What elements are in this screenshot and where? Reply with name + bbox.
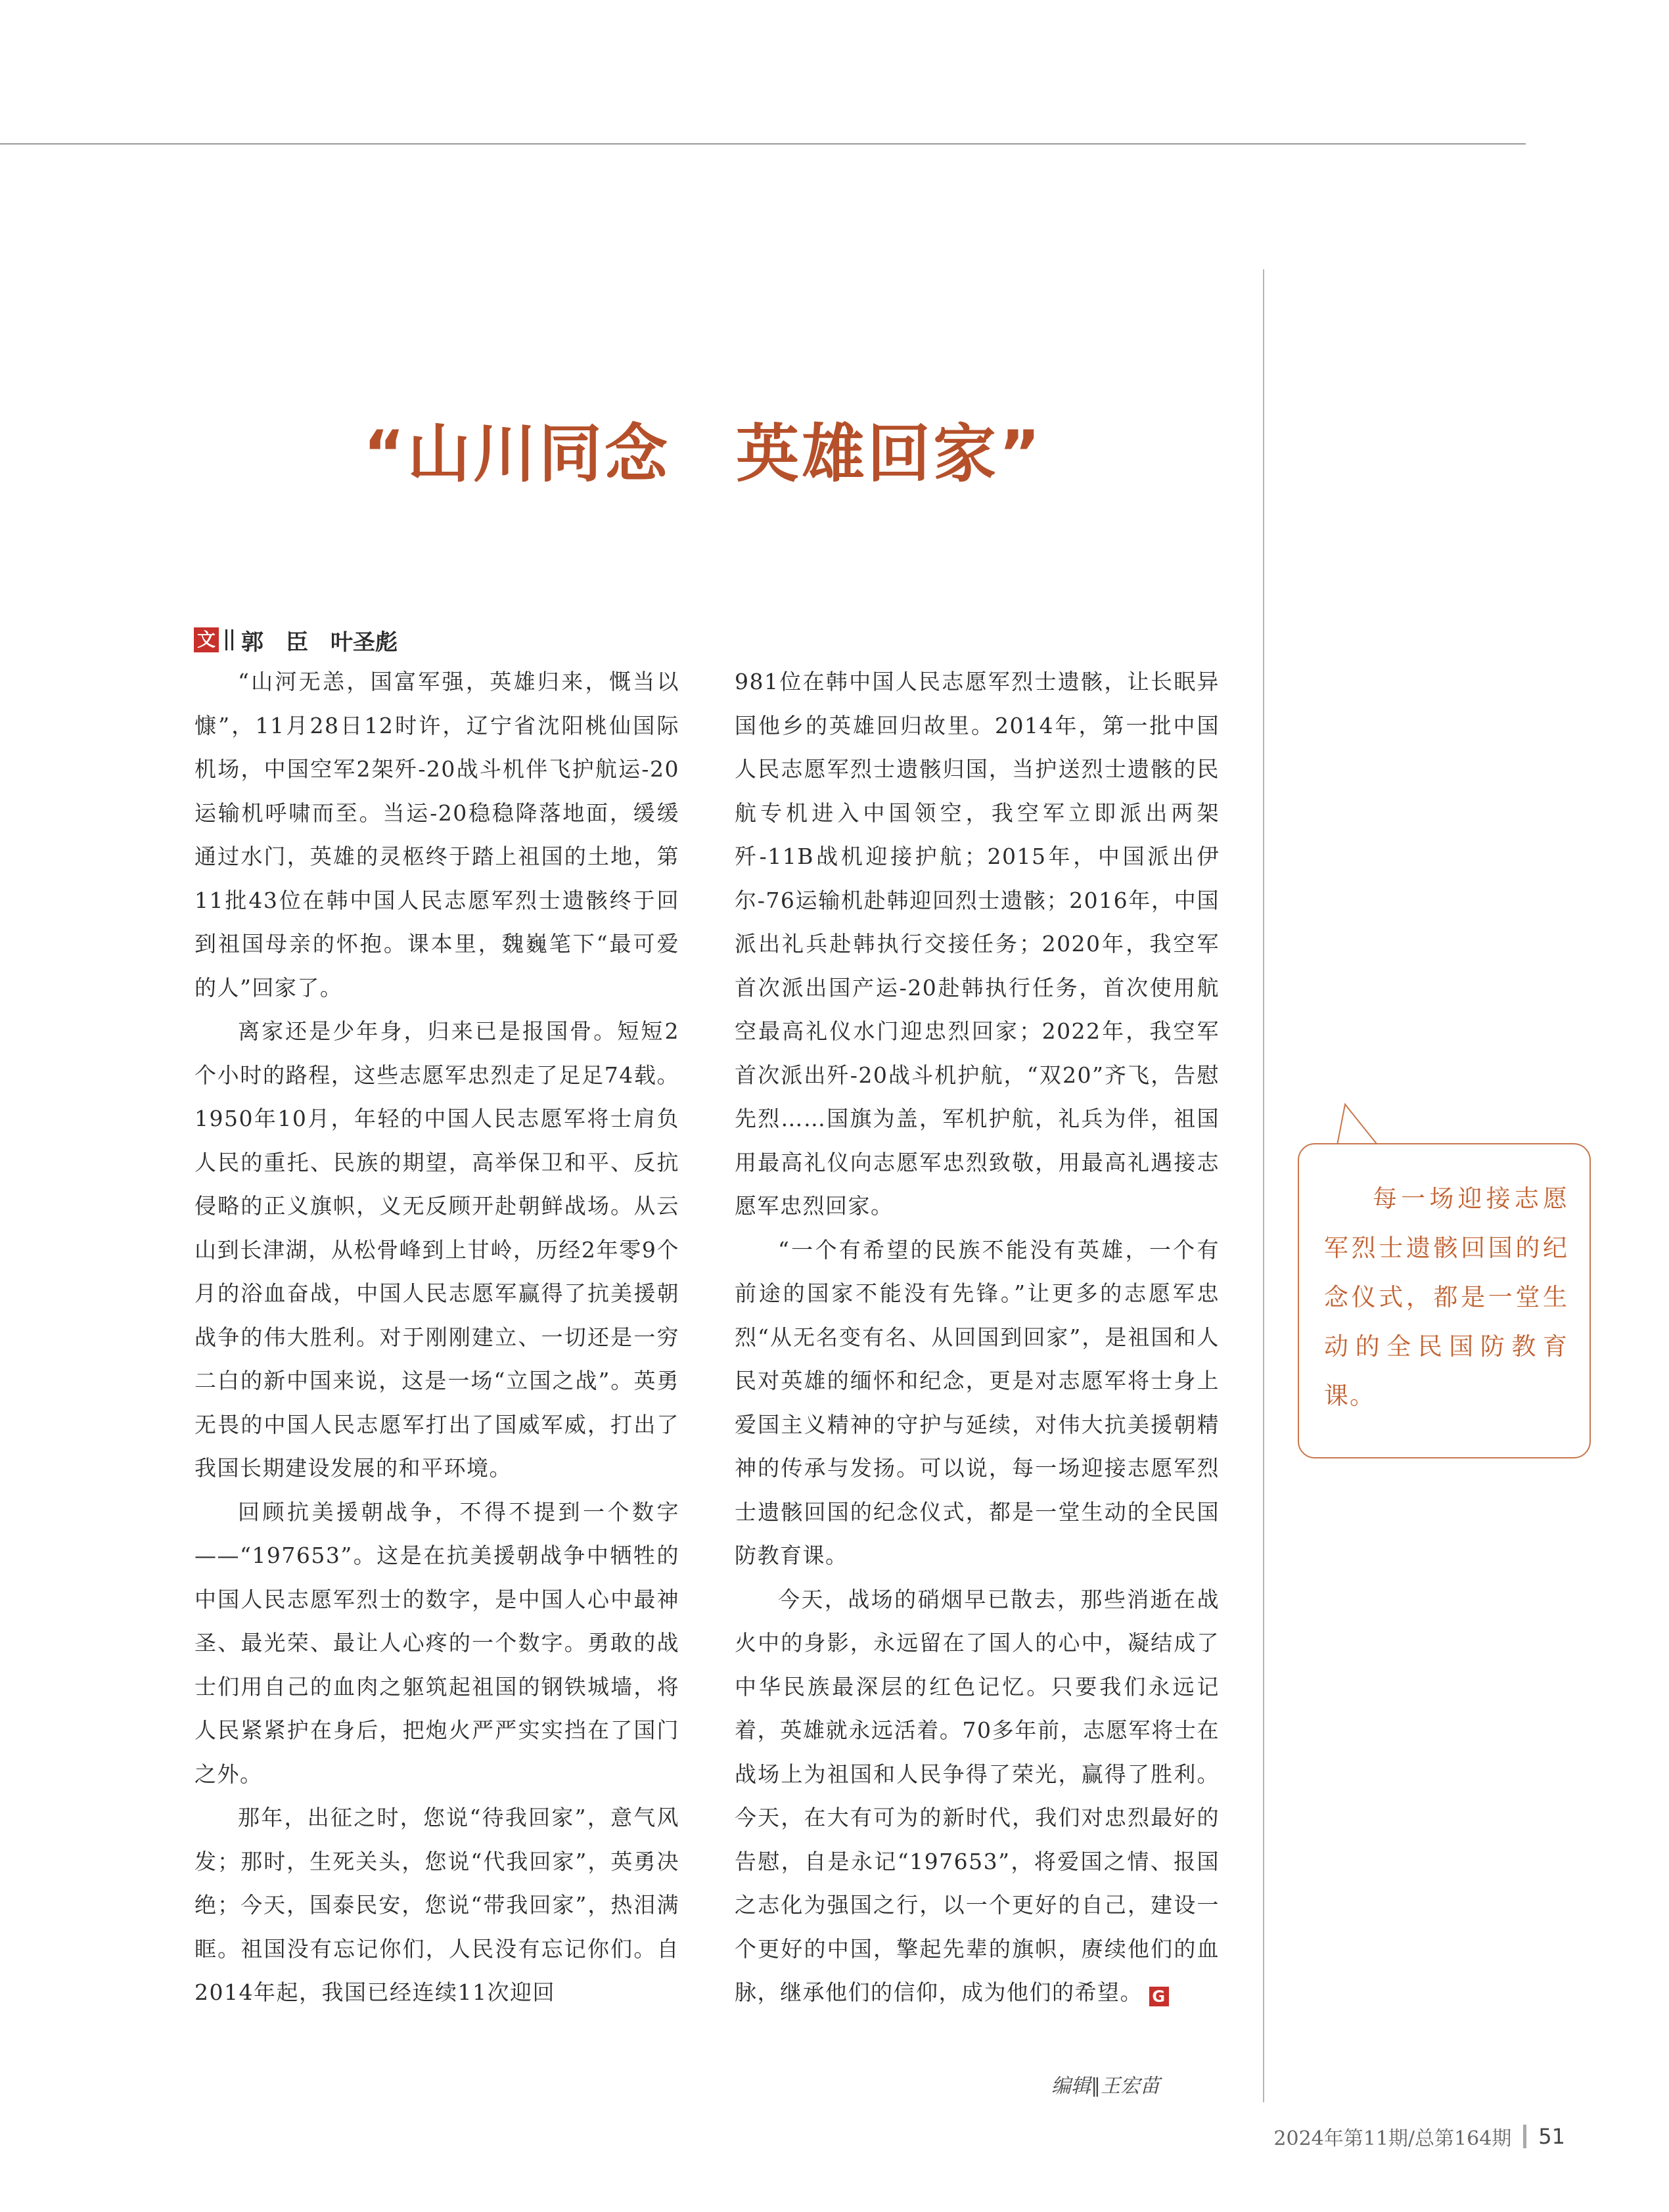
editor-credit: 编辑∥王宏苗 bbox=[1051, 2075, 1160, 2098]
paragraph-last bbox=[735, 1578, 1220, 2015]
left-text-column bbox=[194, 660, 679, 2069]
speech-bubble-tail-icon bbox=[1337, 1104, 1378, 1145]
author-names: 郭 臣 叶圣彪 bbox=[241, 629, 398, 656]
end-of-article-icon: G bbox=[1149, 1987, 1169, 2006]
top-rule bbox=[0, 143, 1526, 145]
page-number: 51 bbox=[1538, 2124, 1565, 2149]
article-title: “山川同念 英雄回家” bbox=[363, 417, 1043, 491]
byline-divider bbox=[231, 629, 233, 650]
column-divider bbox=[1263, 269, 1264, 2102]
pull-quote-text: 每一场迎接志愿军烈士遗骸回国的纪念仪式，都是一堂生动的全民国防教育课。 bbox=[1324, 1185, 1568, 1410]
paragraph: 离家还是少年身，归来已是报国骨。短短2个小时的路程，这些志愿军忠烈走了足足74载。1950年10月，年轻的中国人民志愿军将士肩负人民的重托、民族的期望，高举保卫和平、反抗侵略的正义旗帜，义无反顾开赴朝鲜战场。从云山到长津湖，从松骨峰到上甘岭，历经2年零9个月的浴血奋战，中国人民志愿军赢得了抗美援朝战争的伟大胜利。对于刚刚建立、一切还是一穷二白的新中国来说，这是一场“立国之战”。英勇无畏的中国人民志愿军打出了国威军威，打出了我国长期建设发展的和平环境。 bbox=[194, 1018, 679, 1481]
paragraph: “山河无恙，国富军强，英雄归来，慨当以慷”，11月28日12时许，辽宁省沈阳桃仙国际机场，中国空军2架歼-20战斗机伴飞护航运-20运输机呼啸而至。当运-20稳稳降落地面，缓缓通过水门，英雄的灵柩终于踏上祖国的土地，第11批43位在韩中国人民志愿军烈士遗骸终于回到祖国母亲的怀抱。课本里，魏巍笔下“最可爱的人”回家了。 bbox=[194, 669, 679, 1001]
byline bbox=[194, 625, 398, 654]
right-text-column bbox=[735, 660, 1220, 2069]
paragraph: 981位在韩中国人民志愿军烈士遗骸，让长眠异国他乡的英雄回归故里。2014年，第一批中国人民志愿军烈士遗骸归国，当护送烈士遗骸的民航专机进入中国领空，我空军立即派出两架歼-11B战机迎接护航；2015年，中国派出伊尔-76运输机赴韩迎回烈士遗骸；2016年，中国派出礼兵赴韩执行交接任务；2020年，我空军首次派出国产运-20赴韩执行任务，首次使用航空最高礼仪水门迎忠烈回家；2022年，我空军首次派出歼-20战斗机护航，“双20”齐飞，告慰先烈……国旗为盖，军机护航，礼兵为伴，祖国用最高礼仪向志愿军忠烈致敬，用最高礼遇接志愿军忠烈回家。 bbox=[735, 669, 1220, 1219]
issue-info: 2024年第11期/总第164期 bbox=[1273, 2127, 1512, 2150]
page-footer bbox=[1273, 2122, 1565, 2151]
paragraph: 回顾抗美援朝战争，不得不提到一个数字——“197653”。这是在抗美援朝战争中牺牲的中国人民志愿军烈士的数字，是中国人心中最神圣、最光荣、最让人心疼的一个数字。勇敢的战士们用自己的血肉之躯筑起祖国的钢铁城墙，将人民紧紧护在身后，把炮火严严实实挡在了国门之外。 bbox=[194, 1499, 679, 1787]
footer-divider bbox=[1523, 2125, 1526, 2148]
pull-quote-box bbox=[1298, 1143, 1591, 1458]
paragraph: “一个有希望的民族不能没有英雄，一个有前途的国家不能没有先锋。”让更多的志愿军忠烈“从无名变有名、从回国到回家”，是祖国和人民对英雄的缅怀和纪念，更是对志愿军将士身上爱国主义精神的守护与延续，对伟大抗美援朝精神的传承与发扬。可以说，每一场迎接志愿军烈士遗骸回国的纪念仪式，都是一堂生动的全民国防教育课。 bbox=[735, 1236, 1220, 1568]
paragraph: 那年，出征之时，您说“待我回家”，意气风发；那时，生死关头，您说“代我回家”，英勇决绝；今天，国泰民安，您说“带我回家”，热泪满眶。祖国没有忘记你们，人民没有忘记你们。自2014年起，我国已经连续11次迎回 bbox=[194, 1805, 679, 2005]
author-tag-icon: 文 bbox=[194, 627, 219, 652]
paragraph-text: 今天，战场的硝烟早已散去，那些消逝在战火中的身影，永远留在了国人的心中，凝结成了中华民族最深层的红色记忆。只要我们永远记着，英雄就永远活着。70多年前，志愿军将士在战场上为祖国和人民争得了荣光，赢得了胜利。今天，在大有可为的新时代，我们对忠烈最好的告慰，自是永记“197653”，将爱国之情、报国之志化为强国之行，以一个更好的自己，建设一个更好的中国，擎起先辈的旗帜，赓续他们的血脉，继承他们的信仰，成为他们的希望。 bbox=[735, 1586, 1220, 2005]
byline-divider bbox=[225, 629, 227, 650]
